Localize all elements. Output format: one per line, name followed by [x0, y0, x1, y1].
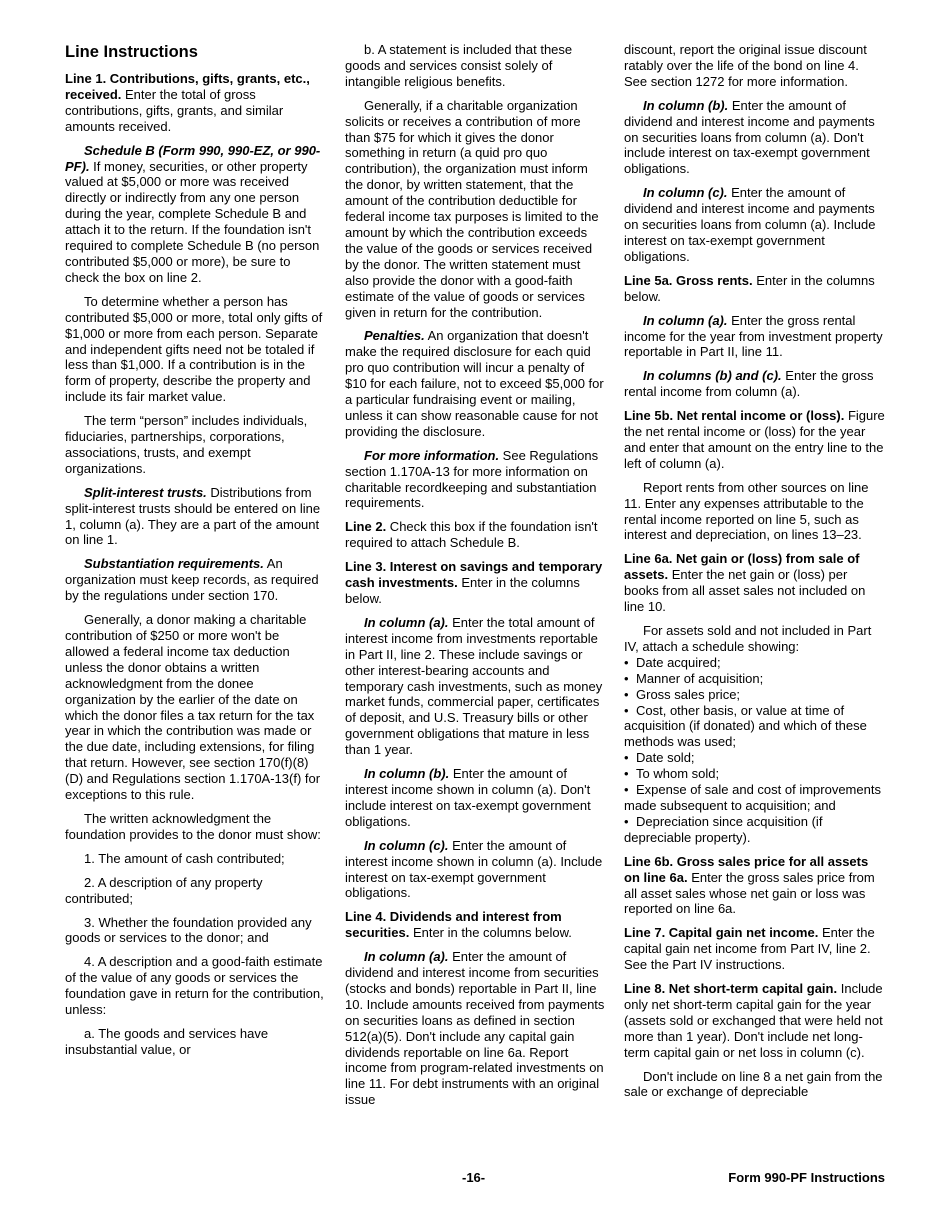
para-person: The term “person” includes individuals, fiduciaries, partnerships, corporations, associations, trusts, and exempt organizations. — [65, 413, 308, 476]
line-3-col-b-text: Enter the amount of interest income shown in column (a). Don't include interest on tax-exempt government obligations. — [345, 766, 591, 829]
list-item-4: 4. A description and a good-faith estimate of the value of any goods or services the foundation gave in return for the contribution, unless: — [65, 954, 324, 1018]
para-line-1 — [65, 71, 326, 135]
para-penalties — [345, 328, 606, 439]
column-3 — [624, 42, 885, 1108]
line-5a-text: Enter in the columns below. — [624, 272, 875, 304]
para-line-5a-col-a — [624, 313, 885, 361]
list-item: • Manner of acquisition; — [624, 671, 885, 687]
line-5b-text: Figure the net rental income or (loss) for the year and enter that amount on the entry line to the left of column (a). — [624, 408, 885, 471]
line-3-col-a-text: Enter the total amount of interest income from investments reportable in Part II, line 2. These include savings or other interest-bearing accounts and temporary cash investments, such as money market funds, commercial paper, certificates of deposit, and U.S. Treasury bills or other government obligations that mature in less than 1 year. — [345, 614, 603, 758]
line-6b-lead: Line 6b. Gross sales price for all assets on line 6a. — [624, 853, 869, 885]
line-7-lead: Line 7. Capital gain net income. — [624, 925, 819, 941]
para-line-5a — [624, 273, 885, 305]
list-item: • Date sold; — [624, 750, 885, 766]
substantiation-lead: Substantiation requirements. — [84, 556, 264, 572]
list-item-b: b. A statement is included that these goods and services consist solely of intangible religious benefits. — [345, 42, 573, 89]
line-8-lead: Line 8. Net short-term capital gain. — [624, 981, 838, 997]
split-text: Distributions from split-interest trusts should be entered on line 1, column (a). They are a part of the amount on line 1. — [65, 484, 321, 548]
para-assets-sold: For assets sold and not included in Part IV, attach a schedule showing: — [624, 623, 872, 654]
penalties-text: An organization that doesn't make the required disclosure for each quid pro quo contribution will incur a penalty of $10 for each failure, not to exceed $5,000 for a particular fundraising event or mailing, unless it can show reasonable cause for not providing the disclosure. — [345, 328, 604, 439]
asset-schedule-list — [624, 655, 885, 846]
para-line-7 — [624, 925, 885, 973]
form-title: Form 990-PF Instructions — [728, 1170, 885, 1185]
line-8-text: Include only net short-term capital gain for the year (assets sold or exchanged that were held not more than 1 year). Don't include net long-term capital gain or net loss in column (c). — [624, 981, 883, 1060]
line-3-lead: Line 3. Interest on savings and temporary cash investments. — [345, 559, 603, 591]
line-4-col-b-lead: In column (b). — [643, 97, 729, 113]
list-item: • Cost, other basis, or value at time of acquisition (if donated) and which of these methods was used; — [624, 703, 885, 751]
line-3-text: Enter in the columns below. — [345, 575, 580, 606]
para-split-interest — [65, 485, 326, 549]
column-1 — [65, 42, 326, 1066]
para-line-2 — [345, 519, 606, 551]
para-substantiation — [65, 556, 326, 604]
line-4-lead: Line 4. Dividends and interest from securities. — [345, 909, 562, 941]
line-5a-col-bc-lead: In columns (b) and (c). — [643, 368, 782, 384]
para-line-5a-col-bc — [624, 368, 885, 400]
list-item: • Gross sales price; — [624, 687, 885, 703]
list-item: • Date acquired; — [624, 655, 885, 671]
line-4-col-a-lead: In column (a). — [364, 949, 449, 965]
para-line-6b — [624, 854, 885, 918]
line-5a-col-a-lead: In column (a). — [643, 312, 728, 328]
para-line-4-col-b — [624, 98, 885, 178]
list-item: • Depreciation since acquisition (if depreciable property). — [624, 814, 885, 846]
line-5b-lead: Line 5b. Net rental income or (loss). — [624, 408, 845, 424]
line-4-col-a-text: Enter the amount of dividend and interest income from securities (stocks and bonds) reportable in Part II, line 10. Include amounts received from payments on securities loans as defined in section 512(a)(5). Don't include any capital gain dividends reportable on line 6a. Report income from program-related investments on line 11. For debt instruments with an original issue — [345, 949, 605, 1108]
section-heading: Line Instructions — [65, 43, 198, 61]
line-7-text: Enter the capital gain net income from Part IV, line 2. See the Part IV instructions. — [624, 925, 875, 973]
para-line-3-col-a — [345, 615, 606, 758]
para-line-4-col-c — [624, 185, 885, 265]
list-item-a: a. The goods and services have insubstantial value, or — [65, 1025, 269, 1057]
para-line-4-col-a — [345, 949, 606, 1108]
split-lead: Split-interest trusts. — [84, 484, 207, 500]
line-2-lead: Line 2. — [345, 519, 387, 535]
list-item: • To whom sold; — [624, 766, 885, 782]
line-5a-col-a-text: Enter the gross rental income for the year from investment property reportable in Part II, line 11. — [624, 312, 883, 360]
para-line-3-col-b — [345, 766, 606, 830]
para-line-4 — [345, 909, 606, 941]
line-2-text: Check this box if the foundation isn't required to attach Schedule B. — [345, 519, 598, 551]
para-rents: Report rents from other sources on line 11. Enter any expenses attributable to the rental income reported on line 5, such as interest and depreciation, on lines 13–23. — [624, 479, 869, 543]
line-3-col-c-text: Enter the amount of interest income shown in column (a). Include interest on tax-exempt government obligations. — [345, 837, 603, 901]
para-line-3-col-c — [345, 838, 606, 902]
para-line-8 — [624, 981, 885, 1061]
para-continued: discount, report the original issue discount ratably over the life of the bond on line 4. See section 1272 for more information. — [624, 42, 867, 89]
column-2 — [345, 42, 606, 1116]
para-more-info — [345, 448, 606, 512]
para-line-6a — [624, 551, 885, 615]
list-item-3: 3. Whether the foundation provided any goods or services to the donor; and — [65, 914, 312, 946]
more-info-lead: For more information. — [364, 447, 500, 463]
line-3-col-c-lead: In column (c). — [364, 837, 449, 853]
para-line-3 — [345, 559, 606, 607]
list-item-2: 2. A description of any property contributed; — [65, 874, 263, 906]
list-item: • Expense of sale and cost of improvements made subsequent to acquisition; and — [624, 782, 885, 814]
page-number: -16- — [462, 1170, 486, 1185]
substantiation-text: An organization must keep records, as required by the regulations under section 170. — [65, 556, 319, 604]
line-6b-text: Enter the gross sales price from all asset sales whose net gain or loss was reported on line 6a. — [624, 869, 875, 917]
penalties-lead: Penalties. — [364, 328, 425, 344]
more-info-text: See Regulations section 1.170A-13 for more information on charitable recordkeeping and substantiation requirements. — [345, 447, 599, 511]
line-1-text: Enter the total of gross contributions, gifts, grants, and similar amounts received. — [65, 86, 284, 134]
line-4-col-c-lead: In column (c). — [643, 185, 728, 201]
para-written-ack: The written acknowledgment the foundation provides to the donor must show: — [65, 810, 321, 842]
line-3-col-b-lead: In column (b). — [364, 766, 450, 782]
line-3-col-a-lead: In column (a). — [364, 614, 449, 630]
para-line-5b — [624, 408, 885, 472]
schedule-b-text: If money, securities, or other property valued at $5,000 or more was received directly or indirectly from any one person during the year, complete Schedule B and attach it to the return. If the foundation isn't required to complete Schedule B (no person contributed $5,000 or more), be sure to check the box on line 2. — [65, 158, 320, 285]
line-4-col-c-text: Enter the amount of dividend and interest income and payments on securities loans from column (a). Include interest on tax-exempt government obligations. — [624, 185, 876, 264]
line-4-text: Enter in the columns below. — [409, 925, 572, 941]
list-item-1: 1. The amount of cash contributed; — [84, 850, 285, 866]
para-dont-include: Don't include on line 8 a net gain from the sale or exchange of depreciable — [624, 1068, 883, 1100]
line-5a-lead: Line 5a. Gross rents. — [624, 272, 753, 288]
line-5a-col-bc-text: Enter the gross rental income from column (a). — [624, 368, 874, 400]
line-6a-lead: Line 6a. Net gain or (loss) from sale of assets. — [624, 551, 860, 583]
para-schedule-b — [65, 143, 326, 286]
para-determine: To determine whether a person has contributed $5,000 or more, total only gifts of $1,000 or more from each person. Separate and independent gifts need not be totaled if less than $1,000. If a contribution is in the form of property, describe the property and include its fair market value. — [65, 293, 323, 405]
para-quid-pro-quo: Generally, if a charitable organization solicits or receives a contribution of more than $75 for which it gives the donor something in return (a quid pro quo contribution), the organization must inform the donor, by written statement, that the amount of the contribution deductible for federal income tax purposes is limited to the amount by which the contribution exceeds the value of the goods or services received by the donor. The written statement must also provide the donor with a good-faith estimate of the value of goods or services given in return for the contribution. — [345, 97, 599, 320]
line-1-lead: Line 1. Contributions, gifts, grants, etc., received. — [65, 71, 310, 102]
line-6a-text: Enter the net gain or (loss) per books from all asset sales not included on line 10. — [624, 567, 866, 615]
schedule-b-lead: Schedule B (Form 990, 990-EZ, or 990-PF). — [65, 142, 321, 174]
line-4-col-b-text: Enter the amount of dividend and interest income and payments on securities loans from column (a). Don't include interest on tax-exempt government obligations. — [624, 97, 875, 177]
para-generally: Generally, a donor making a charitable contribution of $250 or more won't be allowed a federal income tax deduction unless the donor obtains a written acknowledgment from the donee organization by the earlier of the date on which the donor files a tax return for the tax year in which the contribution was made or the due date, including extensions, for filing that return. However, see section 170(f)(8)(D) and Regulations section 1.170A-13(f) for exceptions to this rule. — [65, 612, 321, 803]
